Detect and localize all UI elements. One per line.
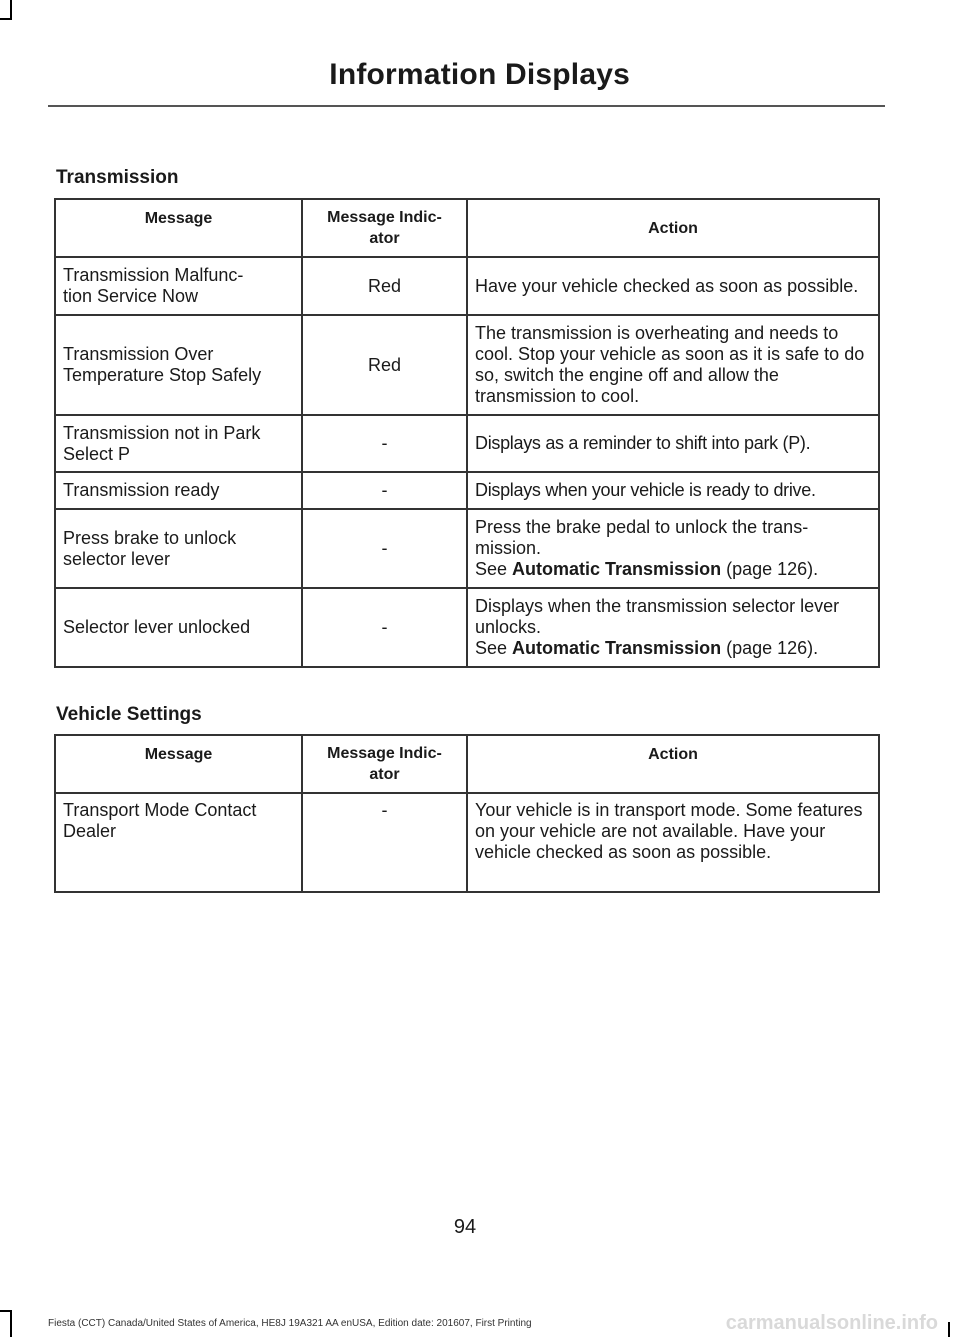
action-cell: Have your vehicle checked as soon as possible. bbox=[467, 257, 879, 315]
transmission-table bbox=[54, 198, 880, 668]
indicator-cell: - bbox=[302, 509, 467, 588]
action-text: Press the brake pedal to unlock the trans- mission. bbox=[475, 517, 809, 558]
table-row bbox=[55, 315, 879, 415]
column-header-indicator: Message Indic- ator bbox=[302, 199, 467, 257]
table-row bbox=[55, 509, 879, 588]
page-title: Information Displays bbox=[329, 58, 630, 91]
crop-mark-bottom-left-h bbox=[0, 1310, 12, 1312]
table-row bbox=[55, 472, 879, 509]
cross-reference-link[interactable]: Automatic Transmission bbox=[512, 638, 722, 658]
action-text: Displays when the transmission selector lever unlocks. bbox=[475, 596, 840, 637]
vehicle-settings-table bbox=[54, 734, 880, 893]
column-header-action: Action bbox=[467, 199, 879, 257]
indicator-cell: Red bbox=[302, 257, 467, 315]
page-number: 94 bbox=[453, 1216, 477, 1238]
cross-reference-link[interactable]: Automatic Transmission bbox=[512, 559, 722, 579]
table-row bbox=[55, 415, 879, 472]
message-cell: Transmission not in Park Select P bbox=[55, 415, 302, 472]
crop-mark-bottom-right-v bbox=[948, 1322, 950, 1337]
column-header-message: Message bbox=[55, 735, 302, 793]
see-prefix: See bbox=[475, 559, 513, 579]
table-header-row bbox=[55, 735, 879, 793]
watermark: carmanualsonline.info bbox=[725, 1312, 938, 1334]
action-cell bbox=[467, 509, 879, 588]
action-cell bbox=[467, 588, 879, 667]
table-header-row bbox=[55, 199, 879, 257]
crop-mark-top-left-v bbox=[10, 0, 12, 18]
footer-edition-info: Fiesta (CCT) Canada/United States of America, HE8J 19A321 AA enUSA, Edition date: 201607, First Printing bbox=[48, 1318, 532, 1329]
indicator-cell: - bbox=[302, 472, 467, 509]
see-prefix: See bbox=[475, 638, 513, 658]
action-cell: Your vehicle is in transport mode. Some features on your vehicle are not available. Have your vehicle checked as soon as possible. bbox=[467, 793, 879, 892]
table-row bbox=[55, 588, 879, 667]
action-cell: Displays as a reminder to shift into park (P). bbox=[467, 415, 879, 472]
message-cell: Selector lever unlocked bbox=[55, 588, 302, 667]
table-row bbox=[55, 257, 879, 315]
see-page: (page 126). bbox=[721, 559, 819, 579]
column-header-action: Action bbox=[467, 735, 879, 793]
indicator-cell: - bbox=[302, 588, 467, 667]
transmission-section-title: Transmission bbox=[56, 167, 179, 188]
column-header-indicator: Message Indic- ator bbox=[302, 735, 467, 793]
message-cell: Transmission ready bbox=[55, 472, 302, 509]
table-row bbox=[55, 793, 879, 892]
message-cell: Transmission Malfunc- tion Service Now bbox=[55, 257, 302, 315]
crop-mark-top-left-h bbox=[0, 18, 12, 20]
indicator-cell: - bbox=[302, 415, 467, 472]
column-header-message: Message bbox=[55, 199, 302, 257]
message-cell: Transport Mode Contact Dealer bbox=[55, 793, 302, 892]
header-rule bbox=[48, 105, 885, 107]
message-cell: Transmission Over Temperature Stop Safely bbox=[55, 315, 302, 415]
crop-mark-bottom-left-v bbox=[10, 1310, 12, 1337]
action-cell: The transmission is overheating and needs to cool. Stop your vehicle as soon as it is safe to do so, switch the engine off and allow the transmission to cool. bbox=[467, 315, 879, 415]
indicator-cell: - bbox=[302, 793, 467, 892]
indicator-cell: Red bbox=[302, 315, 467, 415]
see-page: (page 126). bbox=[721, 638, 819, 658]
action-cell: Displays when your vehicle is ready to drive. bbox=[467, 472, 879, 509]
message-cell: Press brake to unlock selector lever bbox=[55, 509, 302, 588]
vehicle-settings-section-title: Vehicle Settings bbox=[56, 704, 202, 725]
